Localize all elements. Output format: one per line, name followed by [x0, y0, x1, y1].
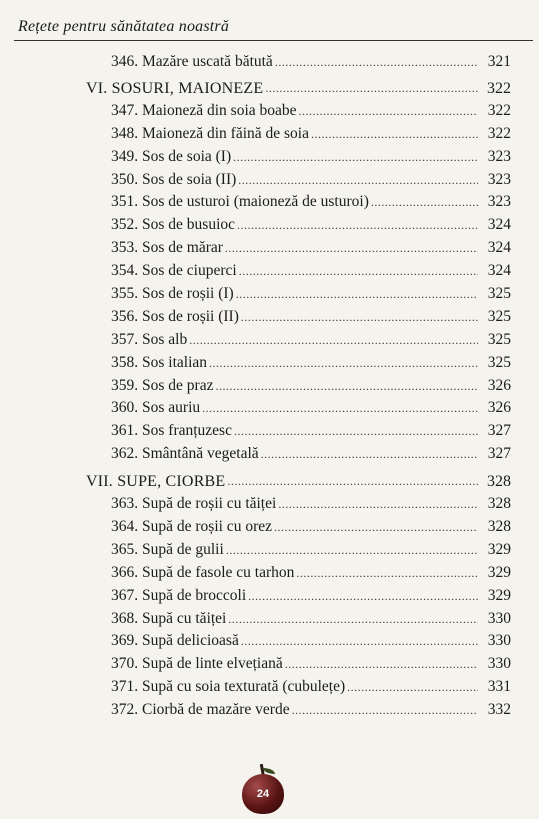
- dot-leader: [265, 81, 478, 96]
- toc-entry-row: [0, 354, 539, 377]
- toc-entry-title: 371. Supă cu soia texturată (cubulețe): [111, 678, 346, 696]
- dot-leader: [248, 589, 478, 604]
- toc-entry-title: 364. Supă de roșii cu orez: [111, 518, 272, 536]
- toc-entry-title: 367. Supă de broccoli: [111, 586, 247, 604]
- dot-leader: [292, 703, 478, 718]
- toc-entry-title: 359. Sos de praz: [111, 376, 214, 394]
- toc-entry-row: [0, 495, 539, 518]
- toc-page-number: 327: [487, 445, 511, 463]
- toc-entry-row: [0, 518, 539, 541]
- toc-page-number: 328: [487, 472, 511, 490]
- dot-leader: [347, 680, 478, 695]
- dot-leader: [237, 218, 478, 233]
- toc-entry-row: [0, 701, 539, 724]
- toc-page-number: 323: [487, 147, 511, 165]
- toc-entry-row: [0, 377, 539, 400]
- toc-entry-row: [0, 564, 539, 587]
- toc-entry-title: 354. Sos de ciuperci: [111, 262, 237, 280]
- dot-leader: [238, 173, 478, 188]
- toc-entry-row: [0, 308, 539, 331]
- toc-page-number: 324: [487, 216, 511, 234]
- toc-page-number: 325: [487, 330, 511, 348]
- toc-entry-row: [0, 102, 539, 125]
- toc-page-number: 326: [487, 399, 511, 417]
- toc-page-number: 326: [487, 376, 511, 394]
- toc-entry-row: [0, 399, 539, 422]
- toc-section-title: VI. SOSURI, MAIONEZE: [86, 79, 264, 97]
- toc-entry-title: 346. Mazăre uscată bătută: [111, 53, 273, 70]
- toc-entry-row: [0, 239, 539, 262]
- toc-page-number: 332: [487, 701, 511, 719]
- dot-leader: [228, 612, 478, 627]
- dot-leader: [311, 127, 478, 142]
- toc-page-number: 323: [487, 170, 511, 188]
- toc-page-number: 321: [487, 53, 511, 70]
- dot-leader: [275, 55, 478, 70]
- running-header: Rețete pentru sănătatea noastră: [18, 18, 230, 35]
- toc-page-number: 330: [487, 632, 511, 650]
- toc-entry-row: [0, 53, 539, 76]
- dot-leader: [227, 474, 478, 489]
- toc-entry-title: 348. Maioneză din făină de soia: [111, 124, 309, 142]
- dot-leader: [202, 401, 478, 416]
- toc-entry-title: 353. Sos de mărar: [111, 239, 223, 257]
- toc-page-number: 324: [487, 262, 511, 280]
- toc-page-number: 322: [487, 101, 511, 119]
- toc-page-number: 322: [487, 79, 511, 97]
- toc-entry-row: [0, 541, 539, 564]
- toc-entry-row: [0, 171, 539, 194]
- toc-entry-row: [0, 125, 539, 148]
- dot-leader: [225, 241, 478, 256]
- toc-page-number: 325: [487, 307, 511, 325]
- dot-leader: [285, 657, 478, 672]
- toc-entry-title: 347. Maioneză din soia boabe: [111, 101, 297, 119]
- toc-entry-title: 362. Smântână vegetală: [111, 445, 259, 463]
- toc-page-number: 328: [487, 518, 511, 536]
- toc-entry-row: [0, 193, 539, 216]
- dot-leader: [209, 356, 478, 371]
- toc-entry-row: [0, 632, 539, 655]
- toc-entry-title: 349. Sos de soia (I): [111, 147, 232, 165]
- dot-leader: [278, 497, 478, 512]
- toc-entry-title: 352. Sos de busuioc: [111, 216, 235, 234]
- toc-entry-title: 361. Sos franțuzesc: [111, 422, 232, 440]
- dot-leader: [234, 424, 478, 439]
- toc-page-number: 322: [487, 124, 511, 142]
- toc-section-title: VII. SUPE, CIORBE: [86, 472, 226, 490]
- toc-page-number: 328: [487, 495, 511, 513]
- toc-entry-title: 369. Supă delicioasă: [111, 632, 239, 650]
- toc-entry-title: 351. Sos de usturoi (maioneză de usturoi): [111, 193, 369, 211]
- toc-entry-row: [0, 262, 539, 285]
- dot-leader: [371, 195, 478, 210]
- dot-leader: [215, 379, 478, 394]
- table-of-contents: [0, 53, 539, 724]
- toc-entry-row: [0, 422, 539, 445]
- toc-entry-title: 368. Supă cu tăiței: [111, 609, 227, 627]
- header-rule: [14, 40, 533, 41]
- toc-page-number: 327: [487, 422, 511, 440]
- dot-leader: [189, 333, 478, 348]
- toc-page-number: 325: [487, 285, 511, 303]
- toc-entry-row: [0, 148, 539, 171]
- page-number: 24: [256, 788, 270, 800]
- toc-entry-title: 356. Sos de roșii (II): [111, 307, 239, 325]
- dot-leader: [296, 566, 478, 581]
- toc-page-number: 324: [487, 239, 511, 257]
- toc-entry-row: [0, 285, 539, 308]
- dot-leader: [241, 310, 478, 325]
- toc-page-number: 331: [487, 678, 511, 696]
- toc-entry-row: [0, 216, 539, 239]
- toc-entry-title: 358. Sos italian: [111, 353, 208, 371]
- toc-entry-title: 360. Sos auriu: [111, 399, 201, 417]
- toc-page-number: 329: [487, 563, 511, 581]
- toc-page-number: 325: [487, 353, 511, 371]
- dot-leader: [239, 264, 478, 279]
- toc-entry-title: 372. Ciorbă de mazăre verde: [111, 701, 290, 719]
- toc-entry-title: 370. Supă de linte elvețiană: [111, 655, 283, 673]
- dot-leader: [261, 447, 478, 462]
- toc-entry-row: [0, 610, 539, 633]
- page-footer: [238, 764, 288, 816]
- dot-leader: [274, 520, 478, 535]
- toc-entry-title: 350. Sos de soia (II): [111, 170, 237, 188]
- toc-page-number: 330: [487, 609, 511, 627]
- dot-leader: [226, 543, 478, 558]
- toc-page-number: 329: [487, 540, 511, 558]
- dot-leader: [236, 287, 478, 302]
- toc-entry-title: 357. Sos alb: [111, 330, 188, 348]
- toc-page-number: 323: [487, 193, 511, 211]
- toc-entry-title: 363. Supă de roșii cu tăiței: [111, 495, 277, 513]
- toc-entry-title: 355. Sos de roșii (I): [111, 285, 234, 303]
- toc-entry-row: [0, 331, 539, 354]
- toc-page-number: 330: [487, 655, 511, 673]
- toc-entry-row: [0, 655, 539, 678]
- toc-entry-title: 365. Supă de gulii: [111, 540, 224, 558]
- toc-entry-row: [0, 445, 539, 468]
- toc-entry-row: [0, 587, 539, 610]
- toc-page-number: 329: [487, 586, 511, 604]
- toc-entry-row: [0, 678, 539, 701]
- toc-section-row: [0, 468, 539, 495]
- toc-section-row: [0, 76, 539, 102]
- toc-entry-title: 366. Supă de fasole cu tarhon: [111, 563, 295, 581]
- dot-leader: [299, 104, 478, 119]
- dot-leader: [233, 150, 478, 165]
- dot-leader: [241, 634, 478, 649]
